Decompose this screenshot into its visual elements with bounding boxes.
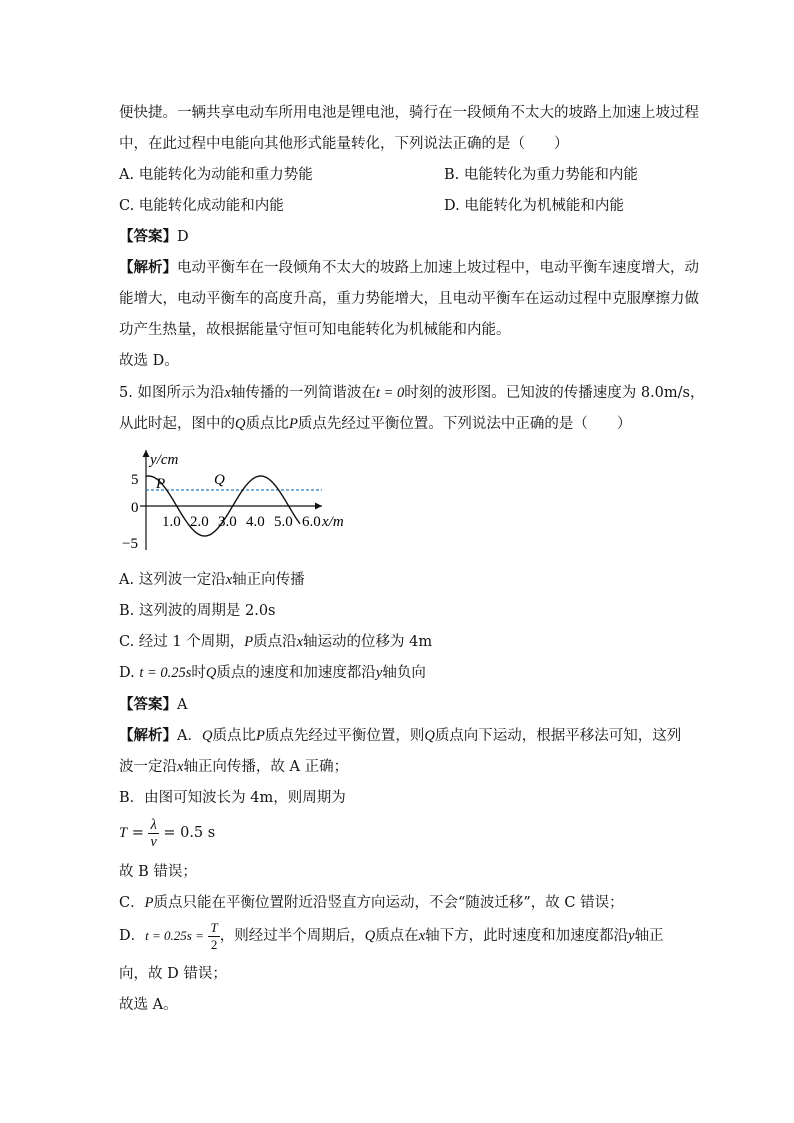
q5-conclusion: 故选 A。 xyxy=(119,997,178,1013)
q5-stem-line2: 从此时起，图中的Q质点比P质点先经过平衡位置。下列说法中正确的是（ ） xyxy=(119,416,632,432)
q4-option-a: A. 电能转化为动能和重力势能 xyxy=(119,167,313,183)
q5-analysis-line3: B．由图可知波长为 4m，则周期为 xyxy=(119,790,346,806)
wave-figure xyxy=(118,446,368,558)
x-tick-label: 2.0 xyxy=(190,514,209,530)
q5-option-b: B. 这列波的周期是 2.0s xyxy=(119,603,276,619)
q5-answer: 【答案】A xyxy=(119,696,188,713)
q4-analysis-line3: 功产生热量，故根据能量守恒可知电能转化为机械能和内能。 xyxy=(119,322,511,338)
q5-option-a: A. 这列波一定沿x轴正向传播 xyxy=(119,572,305,588)
q5-analysis-line5: C．P质点只能在平衡位置附近沿竖直方向运动，不会“随波迁移”，故 C 错误； xyxy=(119,895,624,911)
x-tick-label: 4.0 xyxy=(246,514,265,530)
q5-formula: T = $\frac{\lambda}{v}$ = 0.5 s xyxy=(119,816,216,850)
q4-option-b: B. 电能转化为重力势能和内能 xyxy=(444,167,638,183)
q4-stem-line1: 便快捷。一辆共享电动车所用电池是锂电池，骑行在一段倾角不太大的坡路上加速上坡过程 xyxy=(119,105,699,121)
q4-stem-line2: 中，在此过程中电能向其他形式能量转化，下列说法正确的是（ ） xyxy=(119,136,569,152)
q5-option-d: D. t = 0.25s时Q质点的速度和加速度都沿y轴负向 xyxy=(119,665,426,681)
q4-analysis-line2: 能增大，电动平衡车的高度升高，重力势能增大，且电动平衡车在运动过程中克服摩擦力做 xyxy=(119,291,699,307)
q5-analysis-line6: D．t = 0.25s = $\frac{T}{2}$ ，则经过半个周期后，Q质点在x轴下方，此时速度和加速度都沿y轴正 xyxy=(119,919,664,952)
point-q-label: Q xyxy=(214,472,225,488)
x-tick-label: 5.0 xyxy=(274,514,293,530)
x-tick-label: 1.0 xyxy=(162,514,181,530)
x-tick-label: 3.0 xyxy=(218,514,237,530)
q5-stem-line1: 5. 如图所示为沿x轴传播的一列简谐波在t = 0时刻的波形图。已知波的传播速度为 8.0m/s， xyxy=(119,385,705,401)
analysis-tag: 【解析】 xyxy=(119,259,177,276)
q4-option-c: C. 电能转化成动能和内能 xyxy=(119,198,284,214)
answer-value: D xyxy=(177,229,189,245)
y-axis-label: y/cm xyxy=(150,452,179,468)
q5-analysis-line4: 故 B 错误； xyxy=(119,864,197,880)
q4-answer xyxy=(119,227,189,247)
q5-analysis-line1: 【解析】A．Q质点比P质点先经过平衡位置，则Q质点向下运动，根据平移法可知，这列 xyxy=(119,727,682,744)
y-tick-5: 5 xyxy=(131,472,139,488)
x-tick-label: 6.0 xyxy=(302,514,321,530)
q5-analysis-line7: 向，故 D 错误； xyxy=(119,966,227,982)
q4-analysis-line1: 【解析】电动平衡车在一段倾角不太大的坡路上加速上坡过程中，电动平衡车速度增大，动 xyxy=(119,259,699,276)
q4-conclusion: 故选 D。 xyxy=(119,353,179,369)
y-tick-0: 0 xyxy=(131,500,139,516)
y-tick-neg5: −5 xyxy=(122,536,138,552)
point-p-label: P xyxy=(156,476,166,492)
q5-option-c: C. 经过 1 个周期，P质点沿x轴运动的位移为 4m xyxy=(119,634,433,650)
x-axis-label: x/m xyxy=(322,514,344,530)
answer-tag: 【答案】 xyxy=(119,228,177,245)
q4-option-d: D. 电能转化为机械能和内能 xyxy=(444,198,624,214)
q5-analysis-line2: 波一定沿x轴正向传播，故 A 正确； xyxy=(119,759,349,775)
